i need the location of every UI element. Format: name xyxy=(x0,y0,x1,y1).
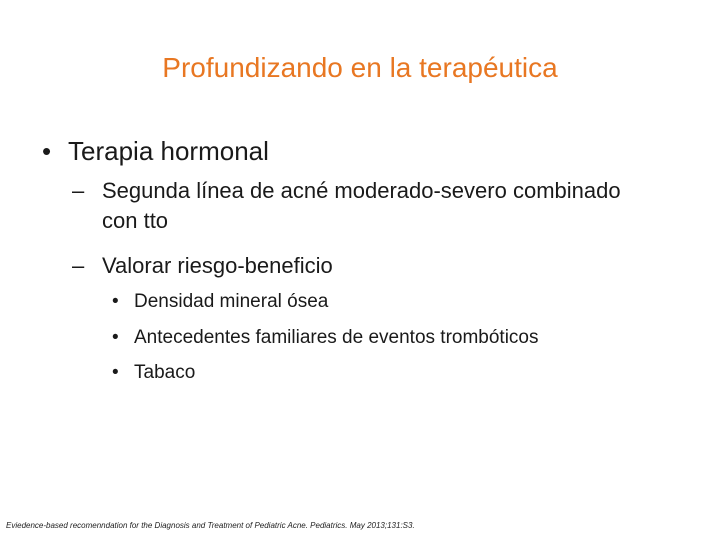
sub-bullet-segunda-linea xyxy=(72,176,622,236)
list-item-densidad xyxy=(112,289,328,315)
list-item-text: Tabaco xyxy=(134,362,196,383)
bullet-marker: • xyxy=(112,291,119,312)
list-item-text: Densidad mineral ósea xyxy=(134,291,329,312)
sub-bullet-text: Valorar riesgo-beneficio xyxy=(102,253,333,278)
dash-marker: – xyxy=(72,253,85,278)
bullet-marker: • xyxy=(112,362,119,383)
bullet-text: Terapia hormonal xyxy=(68,136,269,166)
bullet-marker: • xyxy=(42,136,52,166)
sub-bullet-valorar-riesgo xyxy=(72,251,622,281)
footnote-citation: Eviedence-based recomenndation for the Diagnosis and Treatment of Pediatric Acne. Pediatrics. May 2013;131:S3. xyxy=(6,521,415,530)
list-item-antecedentes xyxy=(112,325,539,351)
list-item-tabaco xyxy=(112,360,195,386)
bullet-marker: • xyxy=(112,327,119,348)
list-item-text: Antecedentes familiares de eventos trombóticos xyxy=(134,327,539,348)
dash-marker: – xyxy=(72,178,85,203)
sub-bullet-text: Segunda línea de acné moderado-severo combinado con tto xyxy=(102,178,621,233)
bullet-terapia-hormonal xyxy=(42,134,269,168)
slide-title: Profundizando en la terapéutica xyxy=(162,52,558,83)
